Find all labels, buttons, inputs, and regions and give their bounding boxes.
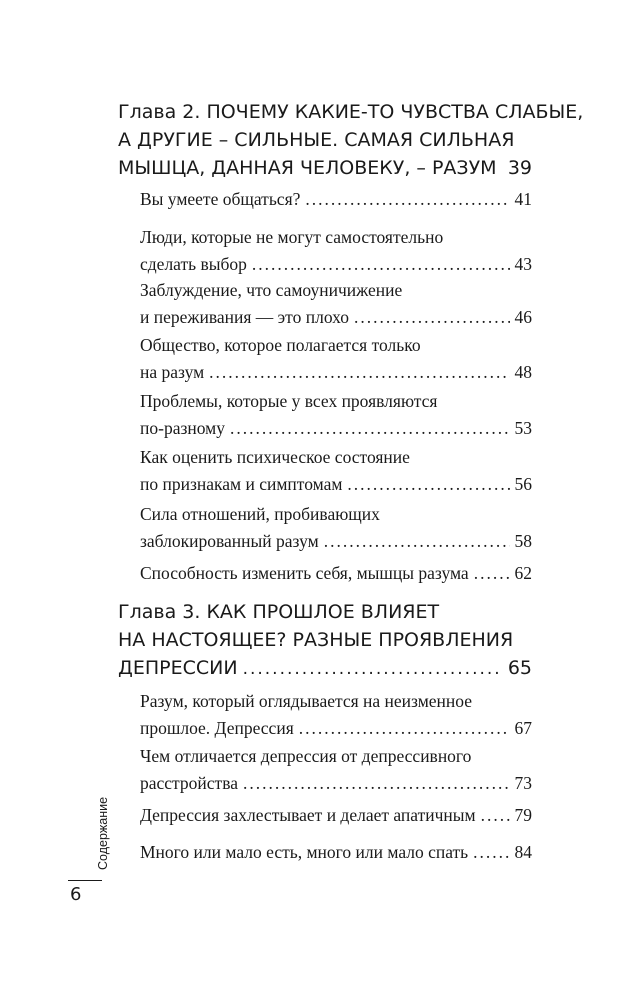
page-number: 39 bbox=[507, 157, 532, 179]
page-number: 73 bbox=[514, 773, 532, 793]
page-number: 48 bbox=[514, 362, 532, 382]
page-number: 41 bbox=[514, 189, 532, 209]
chapter-line: Глава 3. КАК ПРОШЛОЕ ВЛИЯЕТ bbox=[118, 601, 440, 623]
page-number: 67 bbox=[514, 718, 532, 738]
page-number: 84 bbox=[514, 842, 532, 862]
dot-leader bbox=[502, 155, 503, 183]
dot-leader bbox=[252, 251, 510, 278]
chapter-line: Глава 2. ПОЧЕМУ КАКИЕ-ТО ЧУВСТВА СЛАБЫЕ, bbox=[118, 101, 584, 123]
chapter-line: НА НАСТОЯЩЕЕ? РАЗНЫЕ ПРОЯВЛЕНИЯ bbox=[118, 629, 514, 651]
toc-entry: Заблуждение, что самоуничижение и переживания — это плохо ..... 46 bbox=[140, 277, 532, 331]
toc-entry: Депрессия захлестывает и делает апатичным ..... 79 bbox=[140, 802, 532, 829]
chapter-prefix: Глава 2. bbox=[118, 101, 201, 123]
dot-leader bbox=[243, 770, 510, 797]
toc-entry: Как оценить психическое состояние по признакам и симптомам ..... 56 bbox=[140, 444, 532, 498]
page-number: 65 bbox=[507, 657, 532, 679]
dot-leader bbox=[230, 415, 510, 442]
page-number: 79 bbox=[514, 805, 532, 825]
chapter-last-line: ДЕПРЕССИИ ..... 65 bbox=[118, 654, 532, 683]
toc-entry: Чем отличается депрессия от депрессивного расстройства ..... 73 bbox=[140, 743, 532, 797]
dot-leader bbox=[305, 186, 509, 213]
dot-leader bbox=[473, 839, 509, 866]
toc-entry: Общество, которое полагается только на разум ..... 48 bbox=[140, 332, 532, 386]
dot-leader bbox=[354, 304, 510, 331]
chapter-heading bbox=[118, 98, 584, 183]
page-folio: 6 bbox=[70, 884, 82, 905]
dot-leader bbox=[243, 655, 503, 683]
toc-entry: Много или мало есть, много или мало спать ..... 84 bbox=[140, 839, 532, 866]
toc-entry: Проблемы, которые у всех проявляются по-разному ..... 53 bbox=[140, 388, 532, 442]
page-number: 58 bbox=[514, 531, 532, 551]
page-number: 62 bbox=[514, 563, 532, 583]
dot-leader bbox=[209, 359, 509, 386]
page-number: 43 bbox=[514, 254, 532, 274]
toc-entry: Способность изменить себя, мышцы разума ..... 62 bbox=[140, 560, 532, 587]
dot-leader bbox=[299, 715, 510, 742]
chapter-prefix: Глава 3. bbox=[118, 601, 201, 623]
dot-leader bbox=[474, 560, 510, 587]
toc-entry: Разум, который оглядывается на неизменное прошлое. Депрессия ..... 67 bbox=[140, 688, 532, 742]
toc-entry: Люди, которые не могут самостоятельно сделать выбор ..... 43 bbox=[140, 224, 532, 278]
page-number: 53 bbox=[514, 418, 532, 438]
running-section-label: Содержание bbox=[96, 796, 110, 870]
dot-leader bbox=[347, 471, 509, 498]
page-number: 46 bbox=[514, 307, 532, 327]
toc-entry: Вы умеете общаться? ..... 41 bbox=[140, 186, 532, 213]
dot-leader bbox=[324, 528, 510, 555]
toc-entry: Сила отношений, пробивающих заблокированный разум ..... 58 bbox=[140, 501, 532, 555]
dot-leader bbox=[481, 802, 510, 829]
chapter-heading bbox=[118, 598, 532, 683]
chapter-last-line: МЫШЦА, ДАННАЯ ЧЕЛОВЕКУ, – РАЗУМ ..... 39 bbox=[118, 154, 532, 183]
page-number: 56 bbox=[514, 474, 532, 494]
folio-rule bbox=[68, 880, 102, 881]
chapter-line: А ДРУГИЕ – СИЛЬНЫЕ. САМАЯ СИЛЬНАЯ bbox=[118, 129, 515, 151]
